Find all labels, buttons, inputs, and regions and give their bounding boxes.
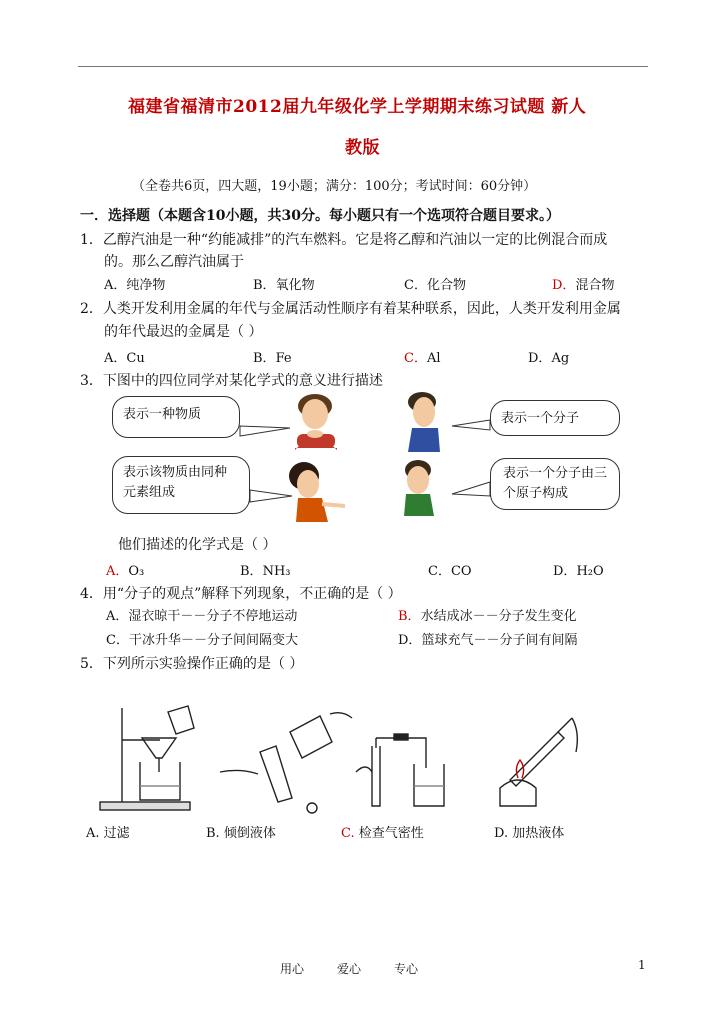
page-title-line1: 福建省福清市2012届九年级化学上学期期末练习试题 新人 xyxy=(128,97,587,117)
q1-stem-line1: 1．乙醇汽油是一种“约能减排”的汽车燃料。它是将乙醇和汽油以一定的比例混合而成 xyxy=(80,232,608,248)
q3-ask: 他们描述的化学式是（ ） xyxy=(118,537,277,553)
q4-option-c: C．干冰升华－－分子间间隔变大 xyxy=(106,633,298,648)
q3-option-c: C．CO xyxy=(428,564,472,579)
q2-option-d: D．Ag xyxy=(528,351,570,366)
q5-caption-a: A. 过滤 xyxy=(86,826,130,841)
bubble-three-atoms: 表示一个分子由三个原子构成 xyxy=(490,458,620,510)
filtration-apparatus-icon xyxy=(100,706,194,810)
q3-stem: 3．下图中的四位同学对某化学式的意义进行描述 xyxy=(80,373,383,389)
q1-option-b: B．氧化物 xyxy=(253,278,315,293)
q2-stem-line2: 的年代最迟的金属是（ ） xyxy=(104,324,263,340)
page-number: 1 xyxy=(638,958,646,972)
airtightness-check-icon xyxy=(356,734,444,806)
q1-option-c: C．化合物 xyxy=(404,278,466,293)
bubble-same-element: 表示该物质由同种元素组成 xyxy=(112,456,250,514)
q3-option-d: D．H₂O xyxy=(553,564,604,579)
q4-option-b: B．水结成冰－－分子发生变化 xyxy=(398,609,577,624)
student-boy-green-icon xyxy=(404,460,434,516)
bubble-tail-2 xyxy=(452,420,490,430)
q2-option-c: C．Al xyxy=(404,351,441,366)
student-boy-red-icon xyxy=(295,394,337,450)
q5-caption-c: C. 检查气密性 xyxy=(341,826,424,841)
header-rule xyxy=(78,66,648,67)
q1-stem-line2: 的。那么乙醇汽油属于 xyxy=(104,254,244,270)
footer-right: 专心 xyxy=(394,962,419,976)
q3-option-b: B．NH₃ xyxy=(240,564,291,579)
page-title-line2: 教版 xyxy=(345,138,380,158)
q4-option-d: D．篮球充气－－分子间有间隔 xyxy=(398,633,578,648)
q2-option-b: B．Fe xyxy=(253,351,292,366)
bubble-tail-1 xyxy=(240,426,290,436)
pour-liquid-icon xyxy=(220,713,352,813)
heat-liquid-icon xyxy=(500,718,577,806)
exam-info: （全卷共6页，四大题，19小题；满分：100分；考试时间：60分钟） xyxy=(132,179,537,194)
bubble-tail-4 xyxy=(452,482,490,496)
q2-option-a: A．Cu xyxy=(104,351,145,366)
bubble-one-molecule: 表示一个分子 xyxy=(490,400,620,436)
q4-stem: 4．用“分子的观点”解释下列现象，不正确的是（ ） xyxy=(80,586,402,602)
q3-option-a: A．O₃ xyxy=(106,564,145,579)
q1-option-a: A．纯净物 xyxy=(104,278,166,293)
q1-option-d: D．混合物 xyxy=(552,278,615,293)
q4-option-a: A．湿衣晾干－－分子不停地运动 xyxy=(106,609,298,624)
student-girl-icon xyxy=(289,462,345,522)
q5-stem: 5．下列所示实验操作正确的是（ ） xyxy=(80,656,304,672)
q5-lab-figure xyxy=(80,702,640,822)
bubble-one-substance: 表示一种物质 xyxy=(112,396,240,438)
bubble-tail-3 xyxy=(250,490,292,502)
section-heading: 一．选择题（本题含10小题，共30分。每小题只有一个选项符合题目要求。） xyxy=(80,208,560,224)
q2-stem-line1: 2．人类开发利用金属的年代与金属活动性顺序有着某种联系，因此，人类开发利用金属 xyxy=(80,301,621,317)
student-boy-blue-icon xyxy=(408,392,440,452)
footer-mid: 爱心 xyxy=(337,962,362,976)
footer-left: 用心 xyxy=(280,962,305,976)
q5-caption-b: B. 倾倒液体 xyxy=(206,826,276,841)
q5-caption-d: D. 加热液体 xyxy=(494,826,565,841)
